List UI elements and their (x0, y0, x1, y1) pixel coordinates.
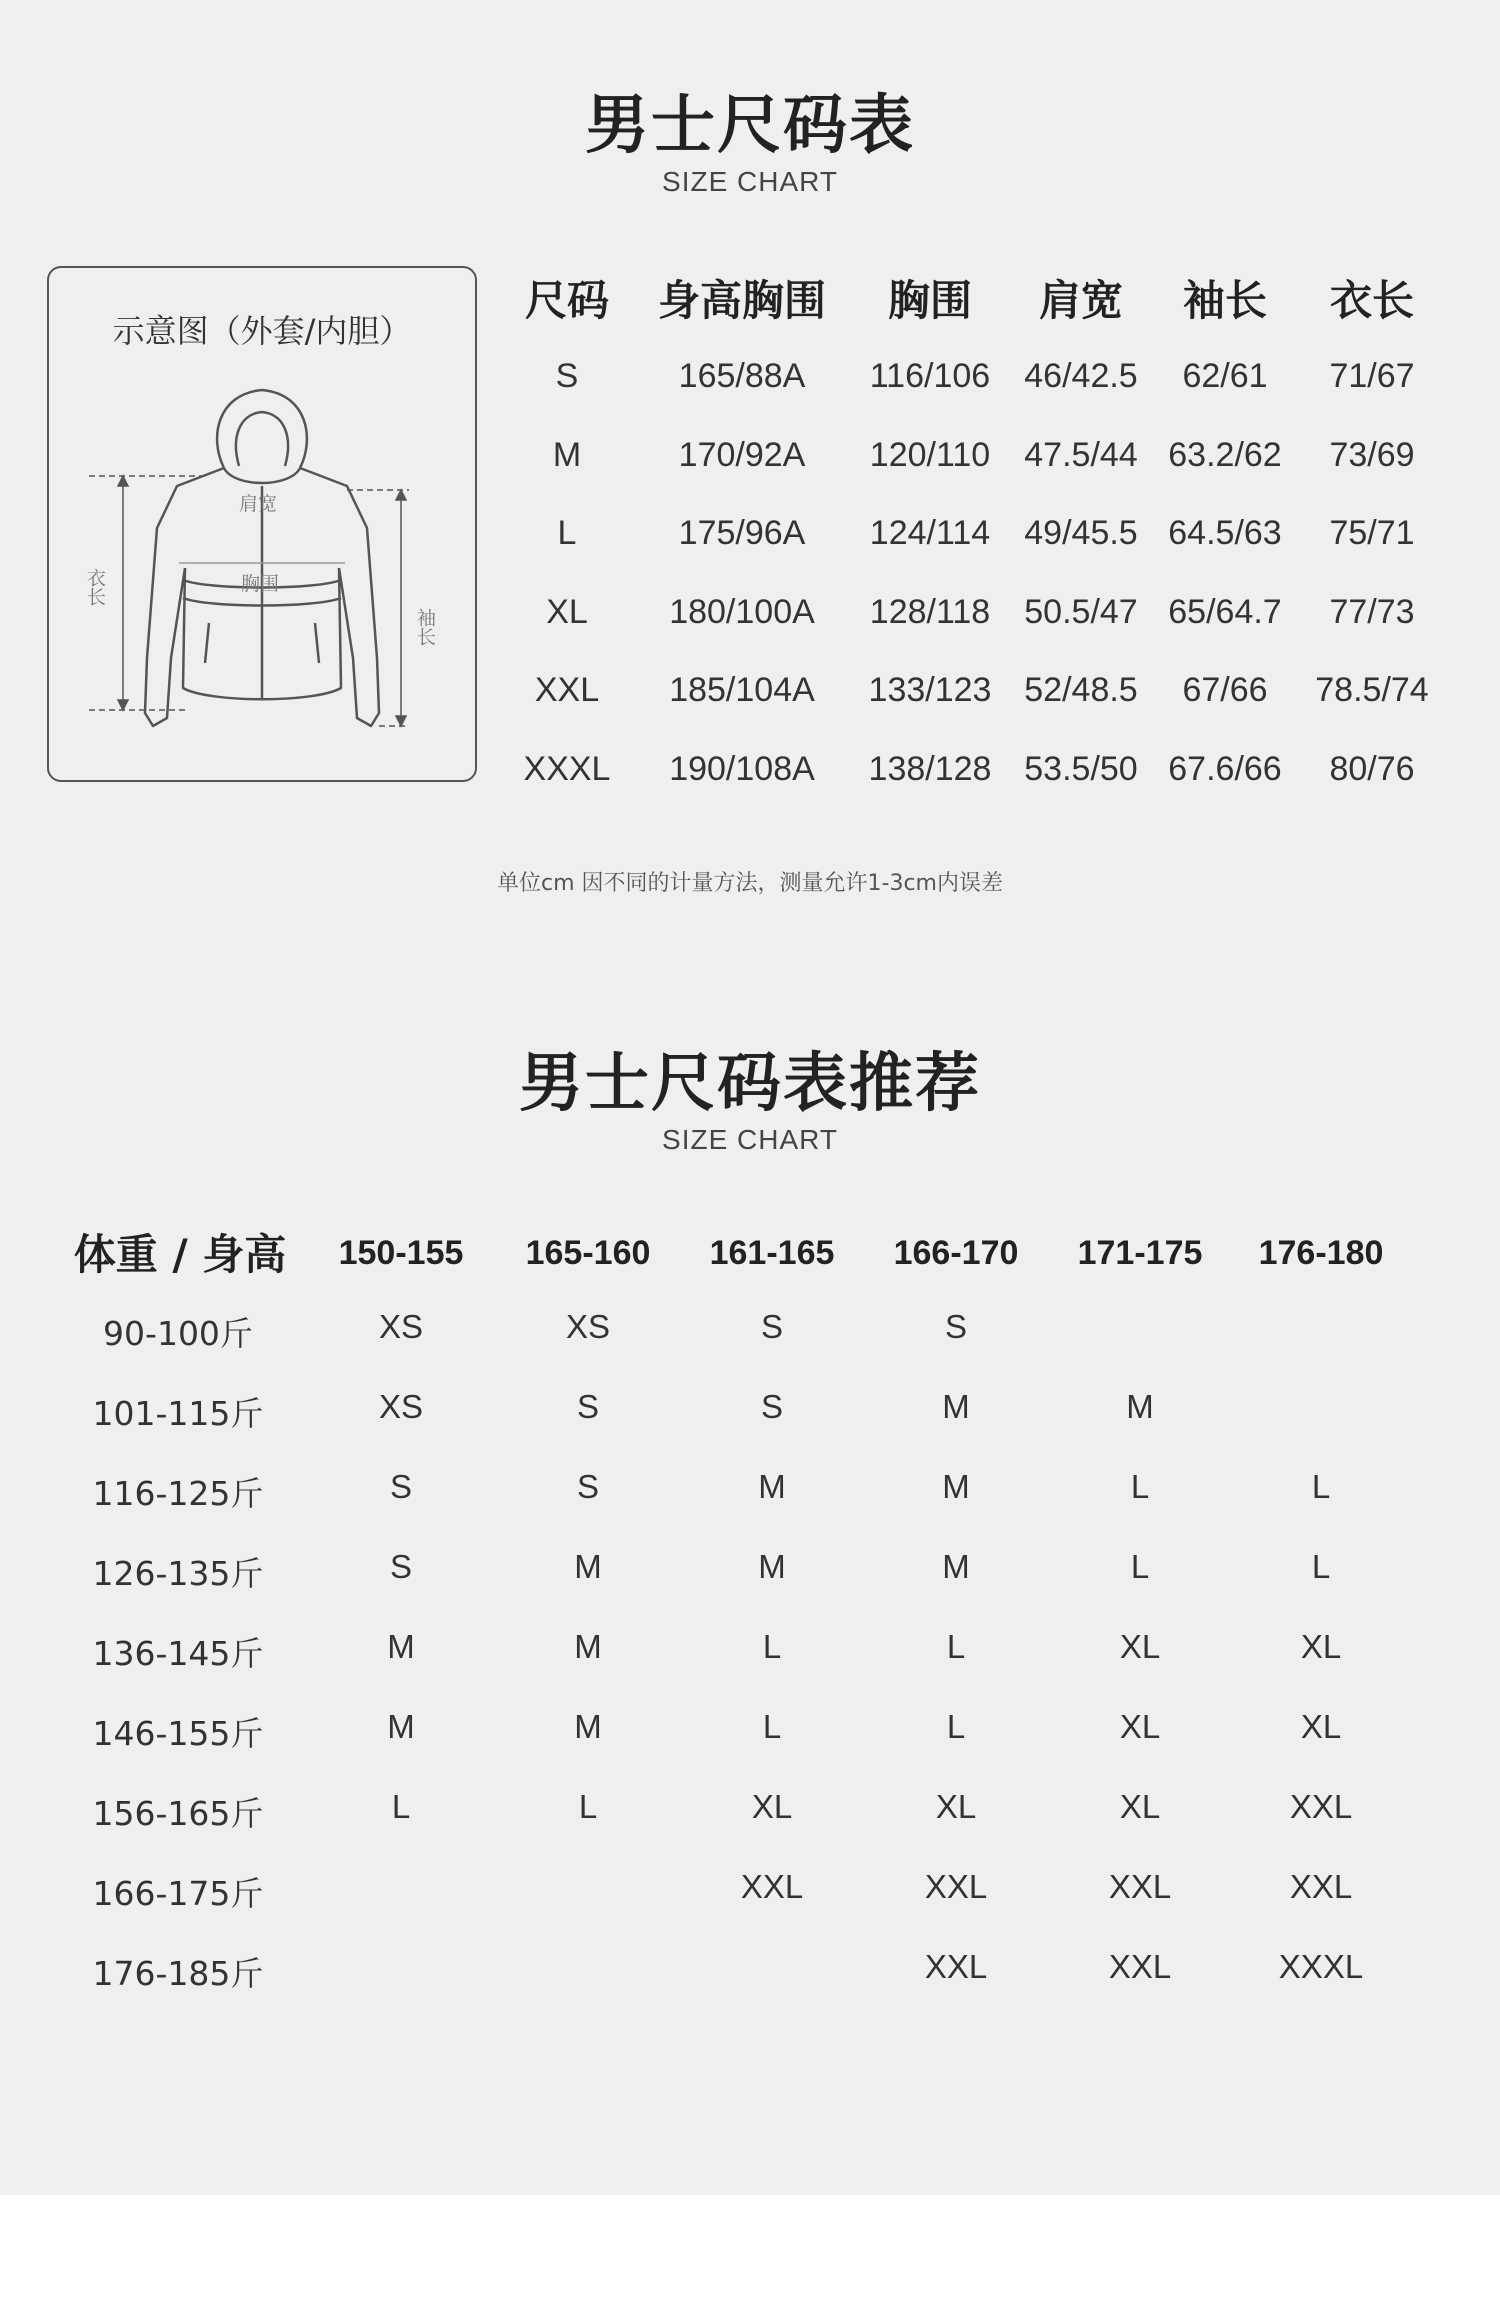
table-cell: 47.5/44 (1024, 435, 1138, 474)
table-cell: 170/92A (678, 435, 806, 474)
size-cell: XXL (1108, 1868, 1172, 1905)
table-cell: 67/66 (1182, 671, 1268, 709)
table-cell: 50.5/47 (1024, 592, 1138, 631)
size-cell: L (946, 1708, 966, 1745)
weight-label: 146-155斤 (92, 1714, 264, 1753)
table-cell: 124/114 (869, 514, 991, 552)
size-cell: XL (1119, 1788, 1161, 1825)
size-label: M (552, 435, 582, 474)
table-cell: 63.2/62 (1168, 435, 1282, 474)
table-cell: 46/42.5 (1024, 357, 1138, 395)
size-cell: S (576, 1468, 599, 1505)
size-cell: S (944, 1308, 967, 1345)
size-chart-subtitle: SIZE CHART (662, 166, 838, 197)
table-cell: 133/123 (868, 671, 992, 709)
weight-label: 90-100斤 (103, 1314, 253, 1353)
chest-label: 胸围 (241, 573, 280, 595)
table-cell: 67.6/66 (1168, 749, 1282, 788)
shoulder-label: 肩宽 (239, 493, 278, 515)
table-cell: 65/64.7 (1168, 592, 1282, 631)
size-cell: XXL (924, 1948, 988, 1985)
size-cell: S (389, 1468, 412, 1505)
garment-diagram (47, 266, 477, 782)
size-cell: XL (751, 1788, 793, 1825)
size-cell: XL (1119, 1628, 1161, 1665)
table-cell: 180/100A (669, 592, 815, 631)
column-header: 衣长 (1329, 276, 1414, 325)
weight-label: 166-175斤 (92, 1874, 264, 1913)
weight-label: 101-115斤 (92, 1394, 264, 1433)
table-cell: 71/67 (1329, 357, 1415, 395)
column-header: 尺码 (524, 276, 609, 325)
weight-label: 156-165斤 (92, 1794, 264, 1833)
size-cell: M (942, 1468, 970, 1505)
size-cell: L (762, 1628, 782, 1665)
size-cell: XL (1119, 1708, 1161, 1745)
size-cell: XXL (1289, 1868, 1353, 1905)
size-cell: XS (378, 1388, 424, 1425)
size-cell: M (574, 1708, 602, 1745)
sleeve-label: 袖长 (414, 608, 436, 646)
table-cell: 190/108A (669, 749, 815, 788)
size-label: XXXL (523, 749, 611, 788)
size-cell: XXL (924, 1868, 988, 1905)
column-header: 肩宽 (1038, 276, 1123, 325)
size-label: XXL (534, 671, 600, 709)
size-cell: XXL (1108, 1948, 1172, 1985)
jacket-illustration (49, 358, 475, 778)
table-cell: 75/71 (1329, 514, 1415, 552)
table-cell: 53.5/50 (1024, 749, 1138, 788)
size-cell: M (942, 1548, 970, 1585)
weight-label: 176-185斤 (92, 1954, 264, 1993)
size-cell: XL (935, 1788, 977, 1825)
table-cell: 64.5/63 (1168, 514, 1282, 552)
table-cell: 80/76 (1329, 749, 1415, 788)
size-cell: S (760, 1308, 783, 1345)
weight-label: 136-145斤 (92, 1634, 264, 1673)
column-header: 身高胸围 (657, 276, 826, 325)
weight-label: 116-125斤 (92, 1474, 264, 1513)
size-label: XL (546, 592, 588, 631)
table-cell: 128/118 (869, 592, 991, 631)
size-cell: M (574, 1548, 602, 1585)
size-cell: M (574, 1628, 602, 1665)
size-cell: S (389, 1548, 412, 1585)
height-header: 171-175 (1077, 1234, 1203, 1272)
measurement-note: 单位cm 因不同的计量方法，测量允许1-3cm内误差 (497, 871, 1003, 896)
table-cell: 120/110 (869, 435, 991, 474)
corner-header: 体重 / 身高 (73, 1230, 287, 1279)
table-cell: 138/128 (868, 749, 992, 788)
recommendation-title: 男士尺码表推荐 (519, 1047, 981, 1121)
recommendation-subtitle: SIZE CHART (662, 1124, 838, 1155)
size-cell: L (946, 1628, 966, 1665)
table-cell: 185/104A (669, 671, 815, 709)
column-header: 袖长 (1182, 276, 1267, 325)
column-header: 胸围 (887, 276, 972, 325)
table-cell: 78.5/74 (1315, 671, 1429, 709)
length-label: 衣长 (84, 568, 106, 606)
height-header: 161-165 (709, 1234, 835, 1272)
size-cell: XL (1300, 1708, 1342, 1745)
size-cell: M (758, 1548, 786, 1585)
table-cell: 77/73 (1329, 592, 1415, 631)
table-cell: 52/48.5 (1024, 671, 1138, 709)
size-cell: S (576, 1388, 599, 1425)
size-cell: XXXL (1278, 1948, 1364, 1985)
size-cell: L (578, 1788, 598, 1825)
size-cell: XXL (740, 1868, 804, 1905)
size-cell: L (1130, 1468, 1150, 1505)
size-cell: XL (1300, 1628, 1342, 1665)
size-cell: L (1130, 1548, 1150, 1585)
height-header: 166-170 (893, 1234, 1019, 1272)
table-cell: 62/61 (1182, 357, 1268, 395)
table-cell: 73/69 (1329, 435, 1415, 474)
size-cell: L (1311, 1548, 1331, 1585)
table-cell: 49/45.5 (1024, 514, 1138, 552)
size-cell: XXL (1289, 1788, 1353, 1825)
diagram-caption: 示意图（外套/内胆） (112, 312, 412, 350)
size-label: L (557, 514, 577, 552)
height-header: 165-160 (525, 1234, 651, 1272)
size-cell: M (942, 1388, 970, 1425)
size-cell: M (1126, 1388, 1154, 1425)
table-cell: 165/88A (678, 357, 806, 395)
size-cell: S (760, 1388, 783, 1425)
size-cell: M (387, 1628, 415, 1665)
size-cell: L (391, 1788, 411, 1825)
size-cell: XS (565, 1308, 611, 1345)
size-chart-title: 男士尺码表 (585, 89, 915, 163)
height-header: 176-180 (1258, 1234, 1384, 1272)
weight-label: 126-135斤 (92, 1554, 264, 1593)
size-cell: M (758, 1468, 786, 1505)
size-label: S (555, 357, 579, 395)
size-cell: M (387, 1708, 415, 1745)
size-cell: XS (378, 1308, 424, 1345)
table-cell: 116/106 (869, 357, 991, 395)
size-cell: L (762, 1708, 782, 1745)
height-header: 150-155 (338, 1234, 464, 1272)
table-cell: 175/96A (678, 514, 806, 552)
size-cell: L (1311, 1468, 1331, 1505)
